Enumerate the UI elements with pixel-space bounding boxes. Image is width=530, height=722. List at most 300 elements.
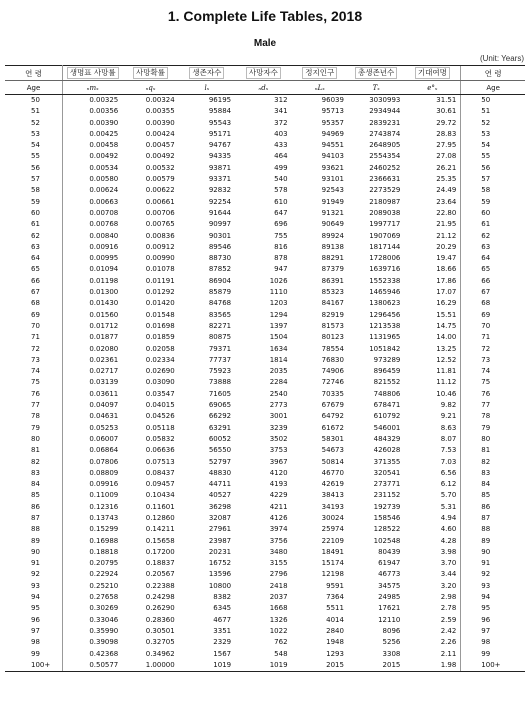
cell-tx: 2460252: [369, 163, 401, 172]
table-row: [5, 524, 525, 535]
cell-lx: 73888: [208, 378, 232, 387]
cell-nmx: 0.00768: [89, 220, 119, 229]
cell-nlx: 5511: [326, 604, 344, 613]
cell-nmx: 0.02361: [89, 355, 119, 364]
cell-ex: 23.64: [436, 197, 457, 206]
cell-nlx: 95357: [321, 118, 344, 127]
cell-tx: 2366631: [369, 175, 401, 184]
cell-age-right: 51: [461, 106, 525, 117]
cell-age-right: 79: [461, 423, 525, 434]
cell-tx: 3030993: [369, 96, 401, 104]
cell-tx: 2089038: [369, 208, 401, 217]
cell-age-left: 92: [5, 569, 63, 580]
cell-lx: 85879: [208, 288, 232, 297]
table-row: [5, 174, 525, 185]
cell-ex: 21.12: [436, 231, 457, 240]
cell-nmx: 0.33046: [89, 615, 119, 624]
cell-age-right: 100+: [461, 660, 525, 672]
cell-nmx: 0.00458: [89, 141, 119, 150]
cell-ex: 2.11: [440, 649, 457, 658]
cell-nlx: 72746: [321, 378, 344, 387]
cell-tx: 426028: [373, 446, 401, 455]
cell-ndx: 464: [274, 152, 288, 161]
cell-nqx: 0.17200: [145, 547, 175, 556]
cell-nmx: 0.01560: [89, 310, 119, 319]
cell-tx: 1907069: [369, 231, 401, 240]
table-body: [5, 95, 525, 672]
cell-age-right: 99: [461, 649, 525, 660]
cell-nlx: 91321: [321, 208, 344, 217]
cell-tx: 34575: [378, 581, 401, 590]
cell-ndx: 372: [274, 118, 288, 127]
cell-nmx: 0.05253: [89, 423, 119, 432]
cell-nmx: 0.25210: [89, 581, 119, 590]
cell-age-right: 84: [461, 479, 525, 490]
table-row: [5, 434, 525, 445]
cell-age-left: 86: [5, 502, 63, 513]
cell-ex: 11.81: [436, 367, 457, 376]
cell-ex: 26.21: [436, 163, 457, 172]
table-row: [5, 242, 525, 253]
page-title: 1. Complete Life Tables, 2018: [167, 8, 363, 24]
cell-nlx: 54673: [321, 446, 344, 455]
cell-lx: 79371: [208, 344, 232, 353]
cell-ndx: 1026: [269, 276, 288, 285]
table-subtitle: Male: [253, 38, 277, 49]
cell-ndx: 1814: [269, 355, 288, 364]
header-mortality-rate-ko: 생명표 사망률: [63, 66, 123, 81]
cell-nlx: 34193: [321, 502, 344, 511]
cell-lx: 60052: [208, 434, 232, 443]
cell-ndx: 2418: [269, 581, 288, 590]
cell-lx: 77737: [208, 355, 232, 364]
cell-nqx: 0.08437: [145, 468, 175, 477]
cell-nqx: 0.24298: [145, 593, 175, 602]
cell-ndx: 762: [274, 638, 288, 647]
cell-nqx: 0.30501: [145, 626, 175, 635]
table-row: [5, 208, 525, 219]
cell-ex: 15.51: [436, 310, 457, 319]
cell-tx: 2743874: [369, 129, 401, 138]
cell-nlx: 25974: [321, 525, 344, 534]
cell-ndx: 2035: [269, 367, 288, 376]
cell-ex: 28.83: [436, 129, 457, 138]
cell-nlx: 15174: [321, 559, 344, 568]
cell-ndx: 4120: [269, 468, 288, 477]
cell-nmx: 0.07806: [89, 457, 119, 466]
cell-nlx: 94551: [321, 141, 344, 150]
cell-age-left: 89: [5, 536, 63, 547]
cell-age-right: 92: [461, 569, 525, 580]
cell-ex: 24.49: [436, 186, 457, 195]
cell-nqx: 0.05832: [145, 434, 175, 443]
cell-ex: 14.00: [436, 333, 457, 342]
cell-age-right: 81: [461, 445, 525, 456]
cell-ndx: 1326: [269, 615, 288, 624]
cell-tx: 80439: [378, 547, 401, 556]
cell-ndx: 2284: [269, 378, 288, 387]
header-ex: e°ₓ: [404, 81, 460, 95]
cell-age-right: 60: [461, 208, 525, 219]
cell-nmx: 0.42368: [89, 649, 119, 658]
cell-nmx: 0.01198: [89, 276, 119, 285]
cell-nqx: 0.06636: [145, 446, 175, 455]
cell-age-right: 59: [461, 197, 525, 208]
cell-age-left: 52: [5, 118, 63, 129]
table-row: [5, 626, 525, 637]
cell-tx: 320541: [373, 468, 401, 477]
cell-ndx: 1203: [269, 299, 288, 308]
cell-lx: 89546: [208, 242, 232, 251]
cell-nmx: 0.00624: [89, 186, 119, 195]
table-row: [5, 163, 525, 174]
cell-tx: 273771: [373, 480, 401, 489]
cell-age-right: 85: [461, 490, 525, 501]
cell-age-right: 86: [461, 502, 525, 513]
cell-ex: 2.98: [440, 593, 457, 602]
cell-ndx: 2773: [269, 401, 288, 410]
cell-tx: 158546: [373, 513, 401, 522]
cell-nmx: 0.00663: [89, 197, 119, 206]
table-row: [5, 118, 525, 129]
cell-age-right: 80: [461, 434, 525, 445]
table-row: [5, 366, 525, 377]
cell-age-left: 80: [5, 434, 63, 445]
cell-tx: 128522: [373, 525, 401, 534]
cell-nmx: 0.09916: [89, 480, 119, 489]
cell-nqx: 0.12860: [145, 513, 175, 522]
cell-ndx: 433: [274, 141, 288, 150]
cell-nqx: 0.02058: [145, 344, 175, 353]
cell-nlx: 91949: [321, 197, 344, 206]
table-row: [5, 344, 525, 355]
cell-age-right: 90: [461, 547, 525, 558]
cell-age-left: 77: [5, 400, 63, 411]
cell-age-left: 72: [5, 344, 63, 355]
cell-nqx: 0.01859: [145, 333, 175, 342]
cell-ndx: 1022: [269, 626, 288, 635]
cell-nlx: 93621: [321, 163, 344, 172]
cell-age-right: 65: [461, 264, 525, 275]
cell-tx: 2180987: [369, 197, 401, 206]
table-row: [5, 547, 525, 558]
table-row: [5, 332, 525, 343]
cell-nlx: 7364: [326, 593, 344, 602]
cell-nmx: 0.00916: [89, 242, 119, 251]
cell-ex: 13.25: [436, 344, 457, 353]
cell-nlx: 42619: [321, 480, 344, 489]
cell-nqx: 0.00765: [145, 220, 175, 229]
cell-tx: 46773: [378, 570, 401, 579]
table-row: [5, 231, 525, 242]
cell-ex: 20.29: [436, 242, 457, 251]
cell-ex: 27.95: [436, 141, 457, 150]
cell-nqx: 0.00706: [145, 208, 175, 217]
cell-nmx: 0.00580: [89, 175, 119, 184]
cell-age-left: 79: [5, 423, 63, 434]
cell-nlx: 87379: [321, 265, 344, 274]
table-row: [5, 457, 525, 468]
cell-nmx: 0.00390: [89, 118, 119, 127]
cell-lx: 95884: [208, 107, 232, 116]
cell-age-left: 57: [5, 174, 63, 185]
cell-ex: 18.66: [436, 265, 457, 274]
cell-age-left: 64: [5, 253, 63, 264]
cell-age-left: 84: [5, 479, 63, 490]
cell-age-right: 54: [461, 140, 525, 151]
cell-nmx: 0.30269: [89, 604, 119, 613]
header-lx: lₓ: [179, 81, 235, 95]
header-age-right-en: Age: [461, 81, 525, 95]
cell-ex: 8.63: [440, 423, 457, 432]
table-row: [5, 276, 525, 287]
cell-nmx: 0.06864: [89, 446, 119, 455]
cell-ex: 9.82: [440, 401, 457, 410]
cell-age-right: 71: [461, 332, 525, 343]
table-row: [5, 479, 525, 490]
cell-age-left: 95: [5, 603, 63, 614]
cell-ndx: 3502: [269, 434, 288, 443]
cell-nlx: 1293: [326, 649, 344, 658]
table-row: [5, 264, 525, 275]
table-row: [5, 592, 525, 603]
cell-ex: 1.98: [404, 660, 460, 672]
cell-tx: 17621: [378, 604, 401, 613]
cell-age-left: 100+: [5, 660, 63, 672]
cell-ex: 3.98: [440, 547, 457, 556]
cell-nlx: 89138: [321, 242, 344, 251]
cell-age-right: 74: [461, 366, 525, 377]
cell-nlx: 81573: [321, 321, 344, 330]
cell-ndx: 3967: [269, 457, 288, 466]
table-row: [5, 321, 525, 332]
cell-age-left: 59: [5, 197, 63, 208]
cell-age-right: 78: [461, 411, 525, 422]
table-row: [5, 95, 525, 107]
cell-ndx: 1019: [235, 660, 291, 672]
cell-ex: 12.52: [436, 355, 457, 364]
cell-age-left: 68: [5, 298, 63, 309]
cell-nqx: 0.01420: [145, 299, 175, 308]
cell-ndx: 548: [274, 649, 288, 658]
cell-tx: 61947: [378, 559, 401, 568]
cell-nqx: 0.01191: [145, 276, 175, 285]
table-row: [5, 151, 525, 162]
cell-age-right: 76: [461, 389, 525, 400]
table-row: [5, 536, 525, 547]
cell-nlx: 4014: [326, 615, 344, 624]
cell-nmx: 0.00840: [89, 231, 119, 240]
cell-ex: 29.72: [436, 118, 457, 127]
cell-age-right: 96: [461, 615, 525, 626]
cell-ndx: 3753: [269, 446, 288, 455]
cell-nlx: 38413: [321, 491, 344, 500]
cell-lx: 69065: [208, 401, 232, 410]
cell-nmx: 0.39098: [89, 638, 119, 647]
cell-ndx: 610: [274, 197, 288, 206]
table-row: [5, 445, 525, 456]
cell-age-left: 60: [5, 208, 63, 219]
cell-tx: 2273529: [369, 186, 401, 195]
cell-age-left: 85: [5, 490, 63, 501]
cell-ndx: 755: [274, 231, 288, 240]
cell-age-left: 53: [5, 129, 63, 140]
cell-tx: 1728006: [369, 254, 401, 263]
cell-nmx: 0.01712: [89, 321, 119, 330]
cell-ex: 21.95: [436, 220, 457, 229]
table-row: [5, 569, 525, 580]
cell-tx: 231152: [373, 491, 401, 500]
table-row: [5, 502, 525, 513]
cell-nmx: 0.16988: [89, 536, 119, 545]
cell-lx: 40527: [208, 491, 232, 500]
header-total-years-ko: 총생존년수: [348, 66, 404, 81]
cell-lx: 83565: [208, 310, 232, 319]
cell-nlx: 94103: [321, 152, 344, 161]
cell-tx: 102548: [373, 536, 401, 545]
cell-ndx: 947: [274, 265, 288, 274]
cell-ndx: 4126: [269, 513, 288, 522]
cell-nlx: 46770: [321, 468, 344, 477]
cell-lx: 10800: [208, 581, 232, 590]
table-row: [5, 197, 525, 208]
cell-nqx: 0.02690: [145, 367, 175, 376]
cell-ndx: 1504: [269, 333, 288, 342]
cell-age-right: 83: [461, 468, 525, 479]
cell-lx: 6345: [213, 604, 232, 613]
cell-ndx: 3239: [269, 423, 288, 432]
cell-lx: 82271: [208, 321, 232, 330]
header-nlx: ₙLₓ: [292, 81, 348, 95]
cell-age-left: 83: [5, 468, 63, 479]
header-ndx: ₙdₓ: [235, 81, 291, 95]
cell-lx: 1567: [213, 649, 232, 658]
cell-lx: 90997: [208, 220, 232, 229]
cell-lx: 92254: [208, 197, 232, 206]
cell-nmx: 0.03611: [89, 389, 119, 398]
cell-nmx: 0.00995: [89, 254, 119, 263]
cell-age-right: 53: [461, 129, 525, 140]
cell-tx: 2648905: [369, 141, 401, 150]
table-row: [5, 513, 525, 524]
table-row: [5, 400, 525, 411]
cell-ndx: 3155: [269, 559, 288, 568]
cell-lx: 56550: [208, 446, 232, 455]
cell-tx: 1213538: [369, 321, 401, 330]
cell-ndx: 3756: [269, 536, 288, 545]
cell-nlx: 90649: [321, 220, 344, 229]
cell-age-left: 91: [5, 558, 63, 569]
cell-nmx: 0.15299: [89, 525, 119, 534]
cell-age-left: 99: [5, 649, 63, 660]
cell-ndx: 540: [274, 175, 288, 184]
cell-lx: 2329: [213, 638, 232, 647]
cell-tx: 973289: [373, 355, 401, 364]
cell-lx: 80875: [208, 333, 232, 342]
cell-nmx: 0.01430: [89, 299, 119, 308]
cell-nmx: 0.35990: [89, 626, 119, 635]
cell-nlx: 76830: [321, 355, 344, 364]
cell-tx: 12110: [378, 615, 401, 624]
cell-nqx: 0.18837: [145, 559, 175, 568]
cell-nmx: 0.20795: [89, 559, 119, 568]
cell-age-right: 87: [461, 513, 525, 524]
cell-lx: 3351: [213, 626, 232, 635]
cell-age-left: 73: [5, 355, 63, 366]
cell-nmx: 0.01877: [89, 333, 119, 342]
cell-age-right: 50: [461, 95, 525, 107]
cell-nmx: 0.11009: [89, 491, 119, 500]
cell-nlx: 2015: [292, 660, 348, 672]
cell-ex: 6.12: [440, 480, 457, 489]
cell-nmx: 0.08809: [89, 468, 119, 477]
cell-nqx: 0.28360: [145, 615, 175, 624]
cell-nlx: 96039: [321, 96, 344, 104]
cell-ex: 5.70: [440, 491, 457, 500]
header-age-left-en: Age: [5, 81, 63, 95]
cell-ndx: 578: [274, 186, 288, 195]
cell-lx: 71605: [208, 389, 232, 398]
cell-ex: 7.53: [440, 446, 457, 455]
cell-nmx: 0.27658: [89, 593, 119, 602]
cell-nmx: 0.22924: [89, 570, 119, 579]
cell-nlx: 30024: [321, 513, 344, 522]
cell-nlx: 9591: [326, 581, 344, 590]
cell-tx: 1552338: [369, 276, 401, 285]
cell-nmx: 0.04097: [89, 401, 119, 410]
cell-lx: 93871: [208, 163, 232, 172]
cell-age-left: 88: [5, 524, 63, 535]
cell-ex: 25.35: [436, 175, 457, 184]
cell-nqx: 0.11601: [145, 502, 175, 511]
cell-tx: 1997717: [369, 220, 401, 229]
cell-nqx: 1.00000: [122, 660, 178, 672]
cell-tx: 371355: [373, 457, 401, 466]
table-row: [5, 185, 525, 196]
cell-nqx: 0.00457: [145, 141, 175, 150]
cell-nqx: 0.01292: [145, 288, 175, 297]
cell-age-right: 97: [461, 626, 525, 637]
cell-tx: 546001: [373, 423, 401, 432]
cell-lx: 4677: [213, 615, 232, 624]
cell-age-left: 61: [5, 219, 63, 230]
header-stationary-population-ko: 정지인구: [292, 66, 348, 81]
cell-nqx: 0.00579: [145, 175, 175, 184]
cell-lx: 93371: [208, 175, 232, 184]
cell-tx: 192739: [373, 502, 401, 511]
cell-ex: 17.07: [436, 288, 457, 297]
table-row: [5, 649, 525, 660]
cell-age-left: 93: [5, 581, 63, 592]
header-nmx: ₙmₓ: [63, 81, 123, 95]
cell-lx: 20231: [208, 547, 232, 556]
cell-age-right: 98: [461, 637, 525, 648]
cell-nmx: 0.04631: [89, 412, 119, 421]
cell-nlx: 64792: [321, 412, 344, 421]
cell-age-left: 66: [5, 276, 63, 287]
cell-nlx: 1948: [326, 638, 344, 647]
cell-ex: 2.59: [440, 615, 457, 624]
cell-nqx: 0.15658: [145, 536, 175, 545]
cell-ex: 22.80: [436, 208, 457, 217]
cell-age-right: 55: [461, 151, 525, 162]
header-deaths-ko: 사망자수: [235, 66, 291, 81]
cell-nlx: 18491: [321, 547, 344, 556]
cell-age-right: 68: [461, 298, 525, 309]
cell-ndx: 3480: [269, 547, 288, 556]
cell-ex: 31.51: [436, 96, 457, 104]
cell-ex: 4.28: [440, 536, 457, 545]
